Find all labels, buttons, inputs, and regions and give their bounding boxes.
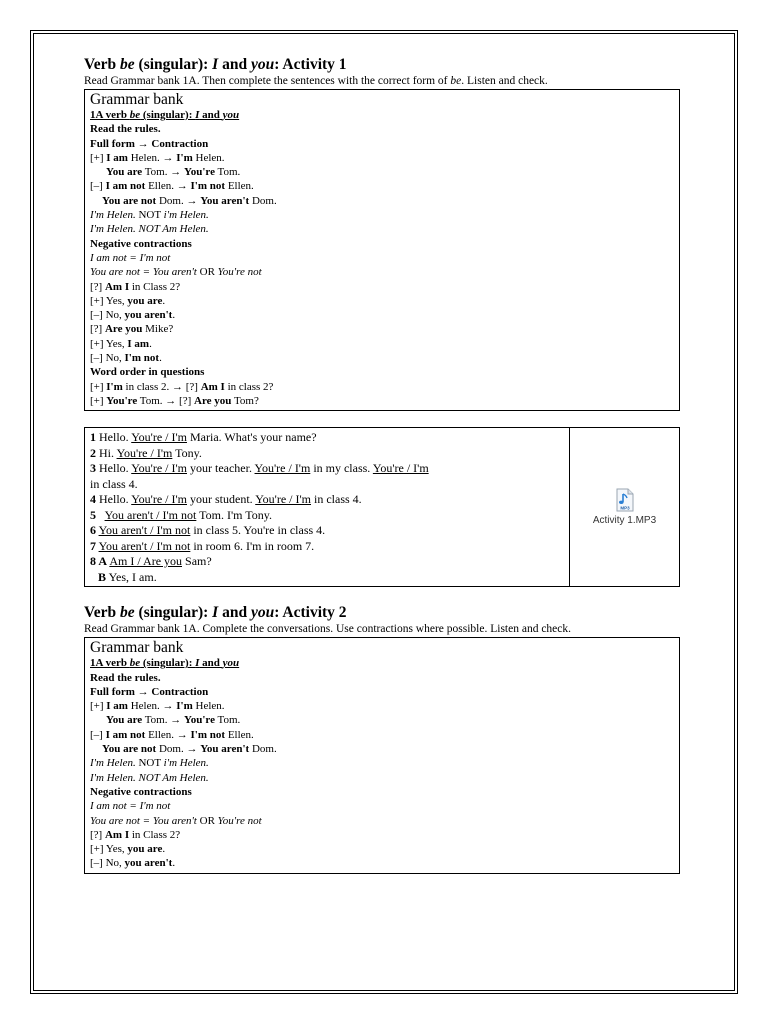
answer-choice[interactable]: You're / I'm	[131, 430, 187, 445]
exercise-table	[84, 427, 680, 587]
answer-choice[interactable]: You're / I'm	[116, 445, 173, 460]
exercise-item: 7 You aren't / I'm not in room 6. I'm in room 7.	[90, 538, 315, 553]
grammar-bank-heading: Grammar bank	[90, 639, 184, 657]
rule-text: [+] Yes, you are.	[90, 843, 166, 856]
rule-text: [–] I am not Ellen. → I'm not Ellen.	[90, 728, 254, 741]
rule-text: You are Tom. → You're Tom.	[106, 714, 241, 727]
rule-text: Read the rules.	[90, 671, 161, 684]
answer-choice[interactable]: You're / I'm	[131, 461, 187, 476]
answer-choice[interactable]: You aren't / I'm not	[104, 507, 197, 522]
answer-choice[interactable]: You're / I'm	[131, 492, 187, 507]
rule-text: [?] Are you Mike?	[90, 323, 174, 336]
rule-text: [+] I am Helen. → I'm Helen.	[90, 700, 225, 713]
rule-text: I'm Helen. NOT Am Helen.	[90, 223, 209, 236]
rule-text: [+] You're Tom. → [?] Are you Tom?	[90, 394, 259, 407]
answer-choice[interactable]: You're / I'm	[254, 461, 311, 476]
grammar-bank-box-2	[84, 637, 680, 873]
grammar-bank-heading: Grammar bank	[90, 91, 184, 108]
rule-text: I am not = I'm not	[90, 800, 171, 813]
rule-text: [–] No, you aren't.	[90, 857, 176, 870]
rule-text: [?] Am I in Class 2?	[90, 828, 181, 841]
activity-2-instructions: Read Grammar bank 1A. Complete the conversations. Use contractions where possible. Listen and check.	[84, 623, 572, 636]
answer-choice[interactable]: You aren't / I'm not	[98, 523, 191, 538]
rule-text: Read the rules.	[90, 123, 161, 136]
exercise-item: B Yes, I am.	[98, 569, 157, 584]
rule-text: Full form → Contraction	[90, 137, 209, 150]
activity-2-title: Verb be (singular): I and you: Activity 2	[84, 604, 347, 622]
document-content	[84, 56, 680, 874]
rule-text: I'm Helen. NOT i'm Helen.	[90, 209, 209, 222]
exercise-item: 8 A Am I / Are you Sam?	[90, 554, 212, 569]
rule-text: You are not = You aren't OR You're not	[90, 814, 262, 827]
grammar-bank-subheading: 1A verb be (singular): I and you	[90, 657, 240, 670]
rule-text: [+] I'm in class 2. → [?] Am I in class 2?	[90, 380, 274, 393]
activity-1-instructions: Read Grammar bank 1A. Then complete the sentences with the correct form of be. Listen and check.	[84, 75, 548, 87]
exercise-sentences	[85, 428, 570, 586]
rule-text: Negative contractions	[90, 785, 192, 798]
rule-text: I am not = I'm not	[90, 251, 171, 264]
exercise-item: 4 Hello. You're / I'm your student. You're / I'm in class 4.	[90, 492, 362, 507]
rule-text: You are Tom. → You're Tom.	[106, 166, 241, 179]
answer-choice[interactable]: Am I / Are you	[109, 554, 183, 569]
audio-file-icon[interactable]	[615, 488, 635, 512]
answer-choice[interactable]: You're / I'm	[372, 461, 429, 476]
rule-text: I'm Helen. NOT Am Helen.	[90, 771, 209, 784]
rule-text: [–] I am not Ellen. → I'm not Ellen.	[90, 180, 254, 193]
rule-text: [+] I am Helen. → I'm Helen.	[90, 151, 225, 164]
exercise-item: in class 4.	[90, 476, 138, 491]
rule-text: I'm Helen. NOT i'm Helen.	[90, 757, 209, 770]
rule-text: [?] Am I in Class 2?	[90, 280, 181, 293]
exercise-item: 2 Hi. You're / I'm Tony.	[90, 445, 202, 460]
rule-text: [+] Yes, you are.	[90, 294, 166, 307]
audio-attachment[interactable]	[570, 428, 679, 586]
answer-choice[interactable]: You're / I'm	[255, 492, 311, 507]
audio-file-label[interactable]: Activity 1.MP3	[592, 515, 657, 527]
grammar-bank-subheading: 1A verb be (singular): I and you	[90, 109, 240, 121]
rule-text: [–] No, you aren't.	[90, 309, 176, 322]
rule-text: Negative contractions	[90, 237, 192, 250]
rule-text: You are not Dom. → You aren't Dom.	[102, 743, 277, 756]
rule-text: You are not = You aren't OR You're not	[90, 266, 262, 279]
answer-choice[interactable]: You aren't / I'm not	[98, 538, 191, 553]
rule-text: You are not Dom. → You aren't Dom.	[102, 194, 277, 207]
rule-text: Full form → Contraction	[90, 685, 209, 698]
rule-text: [–] No, I'm not.	[90, 352, 162, 365]
rule-text: Word order in questions	[90, 366, 205, 379]
exercise-item: 6 You aren't / I'm not in class 5. You're in class 4.	[90, 523, 326, 538]
mp3-tag: MP3	[619, 505, 630, 511]
activity-1-title: Verb be (singular): I and you: Activity 1	[84, 56, 347, 73]
grammar-bank-box	[84, 89, 680, 411]
exercise-item: 1 Hello. You're / I'm Maria. What's your name?	[90, 430, 317, 445]
exercise-item: 5 You aren't / I'm not Tom. I'm Tony.	[90, 507, 272, 522]
exercise-item: 3 Hello. You're / I'm your teacher. You're / I'm in my class. You're / I'm	[90, 461, 429, 476]
rule-text: [+] Yes, I am.	[90, 337, 152, 350]
